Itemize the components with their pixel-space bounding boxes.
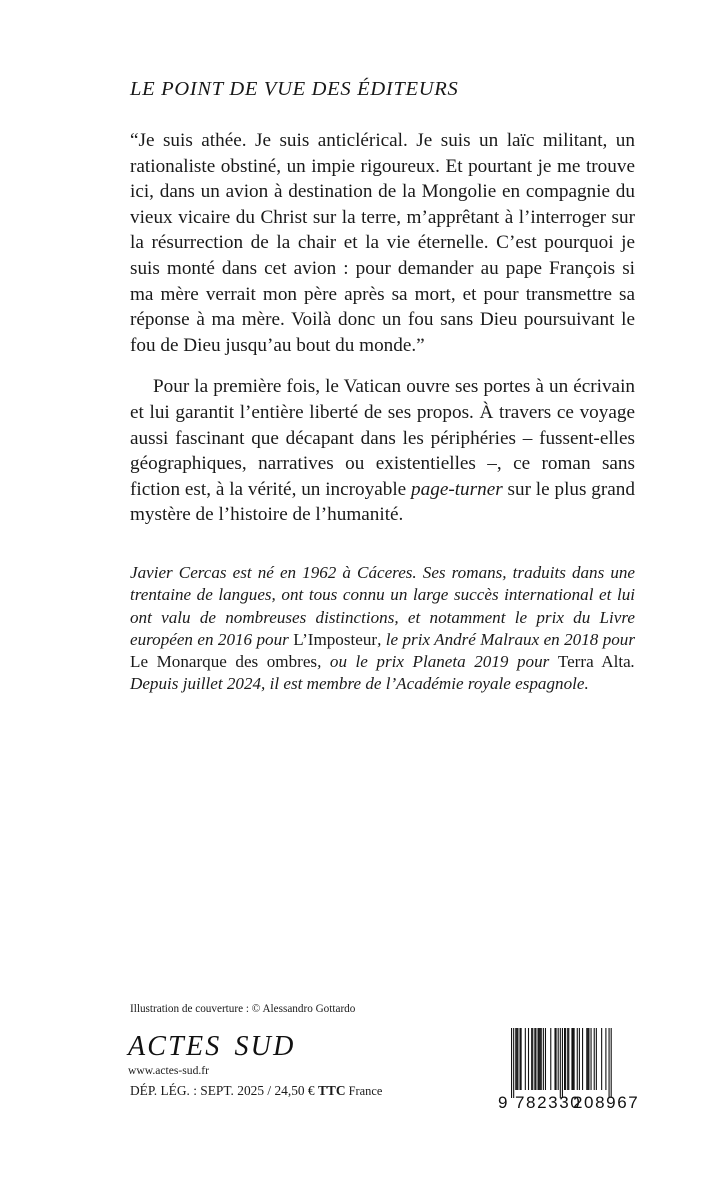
bio-book-title-terra-alta: Terra Alta	[557, 652, 631, 672]
legal-country-label: France	[345, 1084, 383, 1098]
cover-illustration-credit: Illustration de couverture : © Alessandro Gottardo	[130, 1003, 356, 1015]
bio-segment-3: , ou le prix Planeta 2019 pour	[317, 652, 558, 672]
author-biography	[130, 562, 635, 696]
bio-segment-1: Javier Cercas est né en 1962 à Cáceres. Ses romans, traduits dans une trentaine de langues, ont tous connu un large succès international et lui ont valu de nombreuses distinctions, et notamment le prix du Livre européen en 2016 pour	[130, 563, 635, 649]
imprint-logo-spacer	[221, 1031, 234, 1062]
bio-segment-2: , le prix André Malraux en 2018 pour	[377, 629, 635, 649]
publisher-imprint	[128, 1032, 296, 1078]
imprint-name-part-1: ACTES	[128, 1031, 222, 1062]
barcode-right-group: 208967	[573, 1093, 640, 1112]
author-biography-block	[130, 562, 635, 696]
legal-deposit-line	[130, 1082, 382, 1100]
blurb-italic-term: page-turner	[411, 478, 503, 500]
bio-segment-4: . Depuis juillet 2024, il est membre de l’Académie royale espagnole.	[130, 652, 635, 694]
actes-sud-logo	[128, 1032, 296, 1062]
publisher-website[interactable]: www.actes-sud.fr	[128, 1064, 210, 1077]
bio-book-title-imposteur: L’Imposteur	[293, 629, 378, 649]
legal-ttc-label: TTC	[317, 1083, 346, 1098]
imprint-name-part-2: SUD	[234, 1031, 296, 1062]
barcode-left-group: 782330	[515, 1093, 582, 1112]
barcode-svg	[489, 1026, 641, 1112]
legal-deposit-text: DÉP. LÉG. : SEPT. 2025 / 24,50 €	[130, 1083, 318, 1098]
blurb-paragraph	[130, 374, 635, 528]
barcode-lead-digit: 9	[498, 1093, 508, 1112]
blurb-text-after-italic: sur le plus grand mystère de l’histoire de l’humanité.	[130, 478, 635, 526]
blurb-text-before-italic: Pour la première fois, le Vatican ouvre ses portes à un écrivain et lui garantit l’entière liberté de ses propos. À travers ce voyage aussi fascinant que décapant dans les périphéries – fussent-elles géographiques, narratives ou existentielles –, ce roman sans fiction est, à la vérité, un incroyable	[130, 376, 635, 500]
main-text-block	[130, 128, 635, 528]
editors-viewpoint-heading: LE POINT DE VUE DES ÉDITEURS	[130, 78, 459, 100]
quote-paragraph: “Je suis athée. Je suis anticlérical. Je suis un laïc militant, un rationaliste obstiné, un impie rigoureux. Et pourtant je me trouve ici, dans un avion à destination de la Mongolie en compagnie du vieux vicaire du Christ sur la terre, m’apprêtant à l’interroger sur la résurrection de la chair et la vie éternelle. C’est pourquoi je suis monté dans cet avion : pour demander au pape François si ma mère verrait mon père après sa mort, et pour transmettre sa réponse à ma mère. Voilà donc un fou sans Dieu poursuivant le fou de Dieu jusqu’au bout du monde.”	[130, 130, 635, 356]
bio-book-title-monarque: Le Monarque des ombres	[130, 652, 318, 672]
ean13-barcode	[489, 1026, 641, 1112]
